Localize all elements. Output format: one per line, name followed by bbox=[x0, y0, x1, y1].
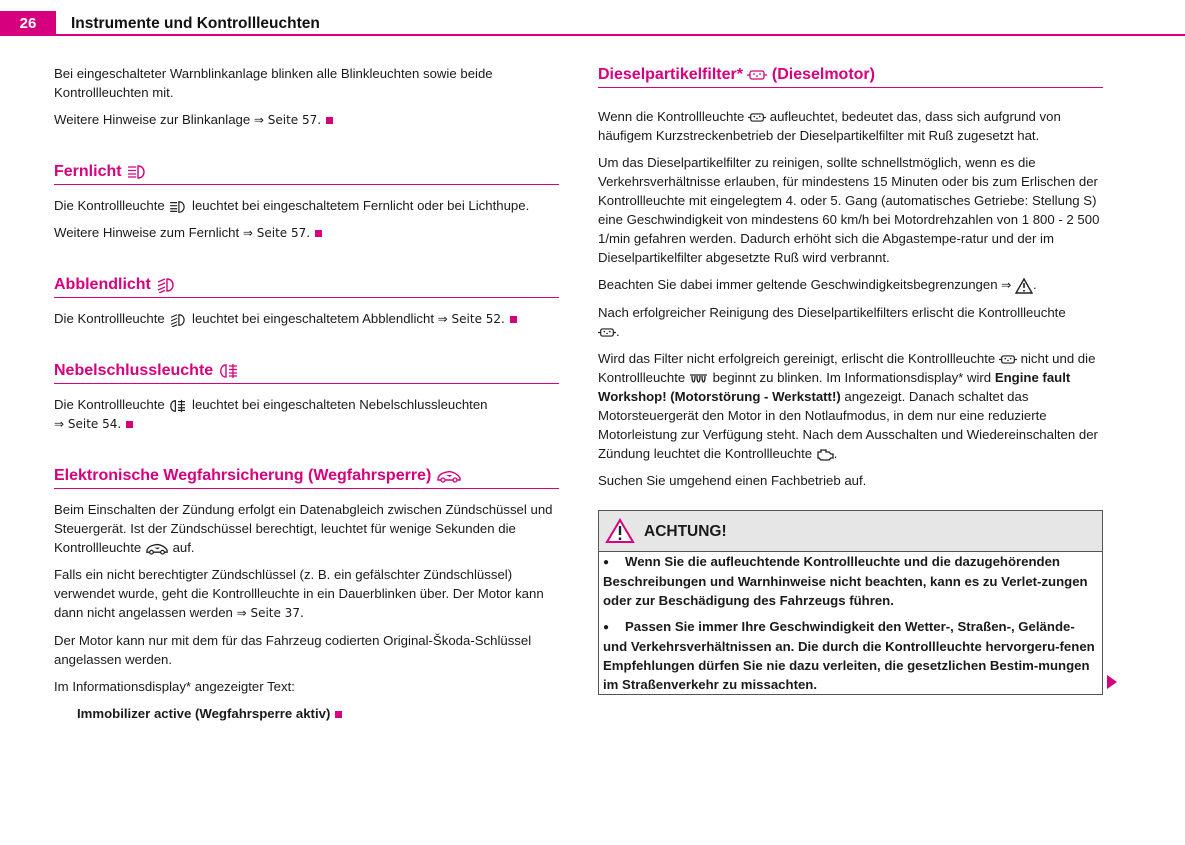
text: angezeigt. Danach schaltet das Motorsteuergerät den Motor in den Notlaufmodus, in dem nur eine reduzierte Motorleistung zur Verfügung steht. Nach dem Ausschalten und Wiedereinschalten der Zündung leuchtet die Kontrollleuchte bbox=[598, 389, 1098, 461]
text: Die Kontrollleuchte bbox=[54, 198, 165, 213]
section-heading-text: Dieselpartikelfilter* bbox=[598, 66, 743, 83]
page-number: 26 bbox=[0, 11, 56, 36]
diesel-particle-filter-icon bbox=[747, 69, 767, 81]
fernlicht-paragraph-2 bbox=[54, 223, 559, 243]
text: auf. bbox=[172, 540, 195, 555]
immobilizer-car-icon bbox=[145, 542, 169, 555]
glow-plug-icon bbox=[689, 373, 709, 385]
warning-box bbox=[598, 510, 1103, 695]
section-heading-text: Fernlicht bbox=[54, 163, 122, 180]
section-heading-text: Elektronische Wegfahrsicherung (Wegfahrsperre) bbox=[54, 467, 432, 484]
text: Weitere Hinweise zum Fernlicht bbox=[54, 225, 240, 240]
section-heading-abblendlicht bbox=[54, 274, 559, 298]
text: leuchtet bei eingeschalteten Nebelschlussleuchten bbox=[192, 397, 488, 412]
warning-reference-arrow[interactable]: ⇒ bbox=[1001, 278, 1012, 292]
warning-item bbox=[603, 617, 1098, 694]
wegfahr-paragraph-4: Im Informationsdisplay* angezeigter Text: bbox=[54, 679, 295, 694]
text: Beim Einschalten der Zündung erfolgt ein Datenabgleich zwischen Zündschüssel und Steuergerät. Ist der Zündschüssel berechtigt, leuchtet für wenige Sekunden die Kontrollleuchte bbox=[54, 502, 553, 555]
section-heading-text: Abblendlicht bbox=[54, 276, 151, 293]
warning-box-header bbox=[599, 511, 1102, 552]
bullet-icon: ● bbox=[603, 557, 610, 568]
bullet-icon: ● bbox=[603, 622, 610, 633]
header-title: Instrumente und Kontrollleuchten bbox=[71, 15, 320, 32]
text: leuchtet bei eingeschaltetem Fernlicht oder bei Lichthupe. bbox=[192, 198, 530, 213]
left-column bbox=[54, 64, 559, 731]
rear-fog-light-icon bbox=[168, 399, 188, 413]
wegfahr-paragraph-3: Der Motor kann nur mit dem für das Fahrzeug codierten Original-Škoda-Schlüssel angelassen werden. bbox=[54, 633, 532, 667]
text: Nach erfolgreicher Reinigung des Dieselpartikelfilters erlischt die Kontrollleuchte bbox=[598, 305, 1066, 320]
page-reference-link[interactable]: ⇒ Seite 54. bbox=[54, 417, 122, 431]
rear-fog-light-icon bbox=[218, 363, 240, 379]
dpf-paragraph-5: Wird das Filter nicht erfolgreich gereinigt, erlischt die Kontrollleuchte nicht und die Kontrollleuchte beginnt zu blinken. Im Informationsdisplay* wird Engine fault Workshop! (Motorstörung - Werkstatt!) angezeigt. Danach schaltet das Motorsteuergerät den Motor in den Notlaufmodus, in dem nur eine reduzierte Motorleistung zur Verfügung steht. Nach dem Ausschalten und Wiedereinschalten der Zündung leuchtet die Kontrollleuchte . bbox=[598, 351, 1098, 461]
continue-arrow-icon[interactable] bbox=[1107, 675, 1117, 689]
text: Immobilizer active (Wegfahrsperre aktiv) bbox=[77, 706, 331, 721]
fernlicht-paragraph-1 bbox=[54, 196, 559, 215]
page-reference-link[interactable]: ⇒ Seite 57. bbox=[242, 226, 311, 240]
warning-triangle-icon bbox=[605, 518, 635, 544]
text: leuchtet bei eingeschaltetem Abblendlicht bbox=[192, 311, 434, 326]
section-end-marker bbox=[126, 421, 133, 428]
text: beginnt zu blinken. Im Informationsdisplay* wird bbox=[712, 370, 992, 385]
page-reference-link[interactable]: ⇒ Seite 57. bbox=[253, 113, 322, 127]
display-text-engine-fault: Engine fault Workshop! (Motorstörung - Werkstatt!) bbox=[598, 370, 1071, 404]
wegfahr-paragraph-1 bbox=[54, 500, 559, 557]
nebel-paragraph-1 bbox=[54, 395, 559, 434]
text: Wenn Sie die aufleuchtende Kontrollleuchte und die dazugehörenden Beschreibungen und Warnhinweise nicht beachten, kann es zu Verlet-zungen oder zur Beschädigung des Fahrzeugs führen. bbox=[603, 554, 1088, 608]
abblendlicht-paragraph-1 bbox=[54, 309, 559, 329]
high-beam-icon bbox=[126, 164, 148, 180]
section-heading-nebelschlussleuchte bbox=[54, 360, 559, 384]
section-heading-dieselpartikelfilter bbox=[598, 64, 1103, 88]
dpf-paragraph-6: Suchen Sie umgehend einen Fachbetrieb auf. bbox=[598, 473, 867, 488]
display-text-immobilizer bbox=[54, 704, 559, 723]
intro-paragraph-2 bbox=[54, 110, 559, 130]
section-end-marker bbox=[510, 316, 517, 323]
warning-triangle-icon bbox=[1015, 278, 1033, 294]
text: aufleuchtet, bedeutet das, dass sich aufgrund von häufigem Kurzstreckenbetrieb der Dieselpartikelfilter mit Ruß zugesetzt hat. bbox=[598, 109, 1061, 143]
section-heading-text: (Dieselmotor) bbox=[771, 66, 875, 83]
header-divider bbox=[0, 34, 1185, 36]
section-end-marker bbox=[335, 711, 342, 718]
section-heading-fernlicht bbox=[54, 161, 559, 185]
wegfahr-paragraph-2 bbox=[54, 565, 559, 623]
text: Die Kontrollleuchte bbox=[54, 397, 165, 412]
warning-box-body bbox=[599, 552, 1102, 694]
text: Falls ein nicht berechtigter Zündschlüssel (z. B. ein gefälschter Zündschlüssel) verwendet wurde, geht die Kontrollleuchte in ein Dauerblinken über. Der Motor kann dann nicht angelassen werden bbox=[54, 567, 544, 620]
page-reference-link[interactable]: ⇒ Seite 37. bbox=[236, 606, 304, 620]
section-end-marker bbox=[326, 117, 333, 124]
dpf-paragraph-1 bbox=[598, 107, 1103, 145]
low-beam-icon bbox=[168, 313, 188, 327]
engine-icon bbox=[816, 448, 834, 461]
dpf-paragraph-2: Um das Dieselpartikelfilter zu reinigen, sollte schnellstmöglich, wenn es die Verkehrsverhältnisse erlauben, für mindestens 15 Minuten oder bis zum Erlischen der Kontrollleuchte mit eingelegtem 4. oder 5. Gang (automatisches Getriebe: Stellung S) eine Geschwindigkeit von mindestens 60 km/h bei Motordrehzahlen von 1 800 - 2 500 1/min gefahren werden. Dadurch erhöht sich die Abgastempe-ratur und der im Dieselpartikelfilter abgesetzte Ruß wird verbrannt. bbox=[598, 155, 1100, 265]
warning-title: ACHTUNG! bbox=[644, 522, 727, 540]
diesel-particle-filter-icon bbox=[999, 354, 1017, 365]
intro-paragraph-2-text: Weitere Hinweise zur Blinkanlage bbox=[54, 112, 251, 127]
low-beam-icon bbox=[155, 277, 177, 293]
text: Beachten Sie dabei immer geltende Geschwindigkeitsbegrenzungen bbox=[598, 277, 998, 292]
text: Wenn die Kontrollleuchte bbox=[598, 109, 745, 124]
diesel-particle-filter-icon bbox=[598, 327, 616, 338]
immobilizer-car-icon bbox=[436, 469, 462, 483]
text: Die Kontrollleuchte bbox=[54, 311, 165, 326]
text: nicht und die Kontrollleuchte bbox=[598, 351, 1096, 385]
section-end-marker bbox=[315, 230, 322, 237]
intro-paragraph-1: Bei eingeschalteter Warnblinkanlage blinken alle Blinkleuchten sowie beide Kontrollleuchten mit. bbox=[54, 66, 493, 100]
dpf-paragraph-3: Beachten Sie dabei immer geltende Geschwindigkeitsbegrenzungen ⇒ . bbox=[598, 277, 1037, 292]
right-column bbox=[598, 64, 1103, 695]
dpf-paragraph-4: Nach erfolgreicher Reinigung des Dieselpartikelfilters erlischt die Kontrollleuchte . bbox=[598, 305, 1066, 339]
page-reference-link[interactable]: ⇒ Seite 52. bbox=[437, 312, 505, 326]
section-heading-text: Nebelschlussleuchte bbox=[54, 362, 214, 379]
diesel-particle-filter-icon bbox=[748, 112, 766, 123]
warning-item bbox=[603, 552, 1098, 610]
text: Wird das Filter nicht erfolgreich gereinigt, erlischt die Kontrollleuchte bbox=[598, 351, 996, 366]
section-heading-wegfahrsperre bbox=[54, 465, 559, 489]
text: Passen Sie immer Ihre Geschwindigkeit den Wetter-, Straßen-, Gelände- und Verkehrsverhältnissen an. Die durch die Kontrollleuchte hervorgeru-fenen Empfehlungen dürfen Sie nie dazu verleiten, die gesetzlichen Bestim-mungen im Straßenverkehr zu missachten. bbox=[603, 619, 1095, 692]
high-beam-icon bbox=[168, 200, 188, 214]
